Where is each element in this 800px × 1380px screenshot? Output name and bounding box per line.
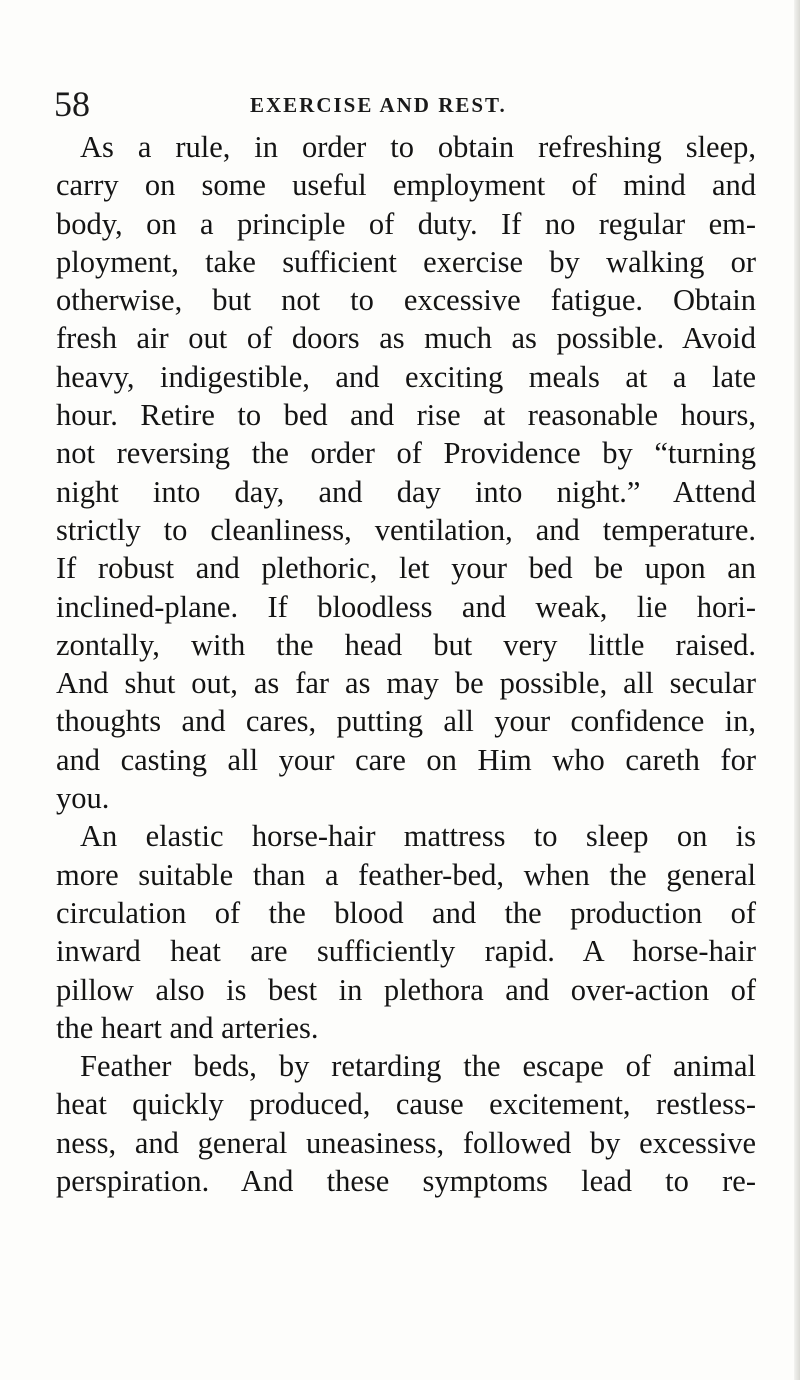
text-line: zontally, with the head but very little raised. — [56, 627, 756, 662]
text-line: thoughts and cares, putting all your confidence in, — [56, 704, 756, 739]
text-line: circulation of the blood and the production of — [56, 895, 756, 930]
text-line: you. — [56, 781, 110, 816]
text-line: strictly to cleanliness, ventilation, and temperature. — [56, 512, 756, 547]
text-line: inward heat are sufficiently rapid. A horse-hair — [56, 934, 756, 969]
text-line: not reversing the order of Providence by “turning — [56, 436, 756, 471]
text-line: ployment, take sufficient exercise by walking or — [56, 244, 756, 279]
running-head: EXERCISE AND REST. — [250, 93, 507, 117]
text-line: body, on a principle of duty. If no regular em- — [56, 206, 756, 241]
text-line: perspiration. And these symptoms lead to re- — [56, 1164, 756, 1199]
text-line: And shut out, as far as may be possible, all secular — [56, 666, 756, 701]
text-line: night into day, and day into night.” Attend — [56, 474, 756, 509]
text-line: heavy, indigestible, and exciting meals at a late — [56, 359, 756, 394]
text-line: If robust and plethoric, let your bed be upon an — [56, 551, 756, 586]
text-line: hour. Retire to bed and rise at reasonable hours, — [56, 398, 756, 433]
text-line: Feather beds, by retarding the escape of animal — [80, 1049, 756, 1084]
page-edge — [794, 0, 800, 1380]
text-line: and casting all your care on Him who careth for — [56, 742, 756, 777]
text-line: otherwise, but not to excessive fatigue. Obtain — [56, 283, 756, 318]
text-line: inclined-plane. If bloodless and weak, lie hori- — [56, 589, 756, 624]
text-line: the heart and arteries. — [56, 1010, 319, 1045]
text-line: heat quickly produced, cause excitement, restless- — [56, 1087, 756, 1122]
body-text — [56, 128, 756, 1200]
paragraph-3 — [56, 1047, 756, 1200]
text-line: ness, and general uneasiness, followed by excessive — [56, 1125, 756, 1160]
page-number: 58 — [54, 84, 90, 124]
text-line: As a rule, in order to obtain refreshing sleep, — [80, 130, 756, 164]
text-line: An elastic horse-hair mattress to sleep on is — [80, 819, 756, 854]
paragraph-2 — [56, 817, 756, 1047]
text-line: carry on some useful employment of mind and — [56, 168, 756, 203]
text-line: pillow also is best in plethora and over-action of — [56, 972, 756, 1007]
paragraph-1 — [56, 128, 756, 817]
page-header — [50, 84, 750, 124]
text-line: more suitable than a feather-bed, when the general — [56, 857, 756, 892]
text-line: fresh air out of doors as much as possible. Avoid — [56, 321, 756, 356]
